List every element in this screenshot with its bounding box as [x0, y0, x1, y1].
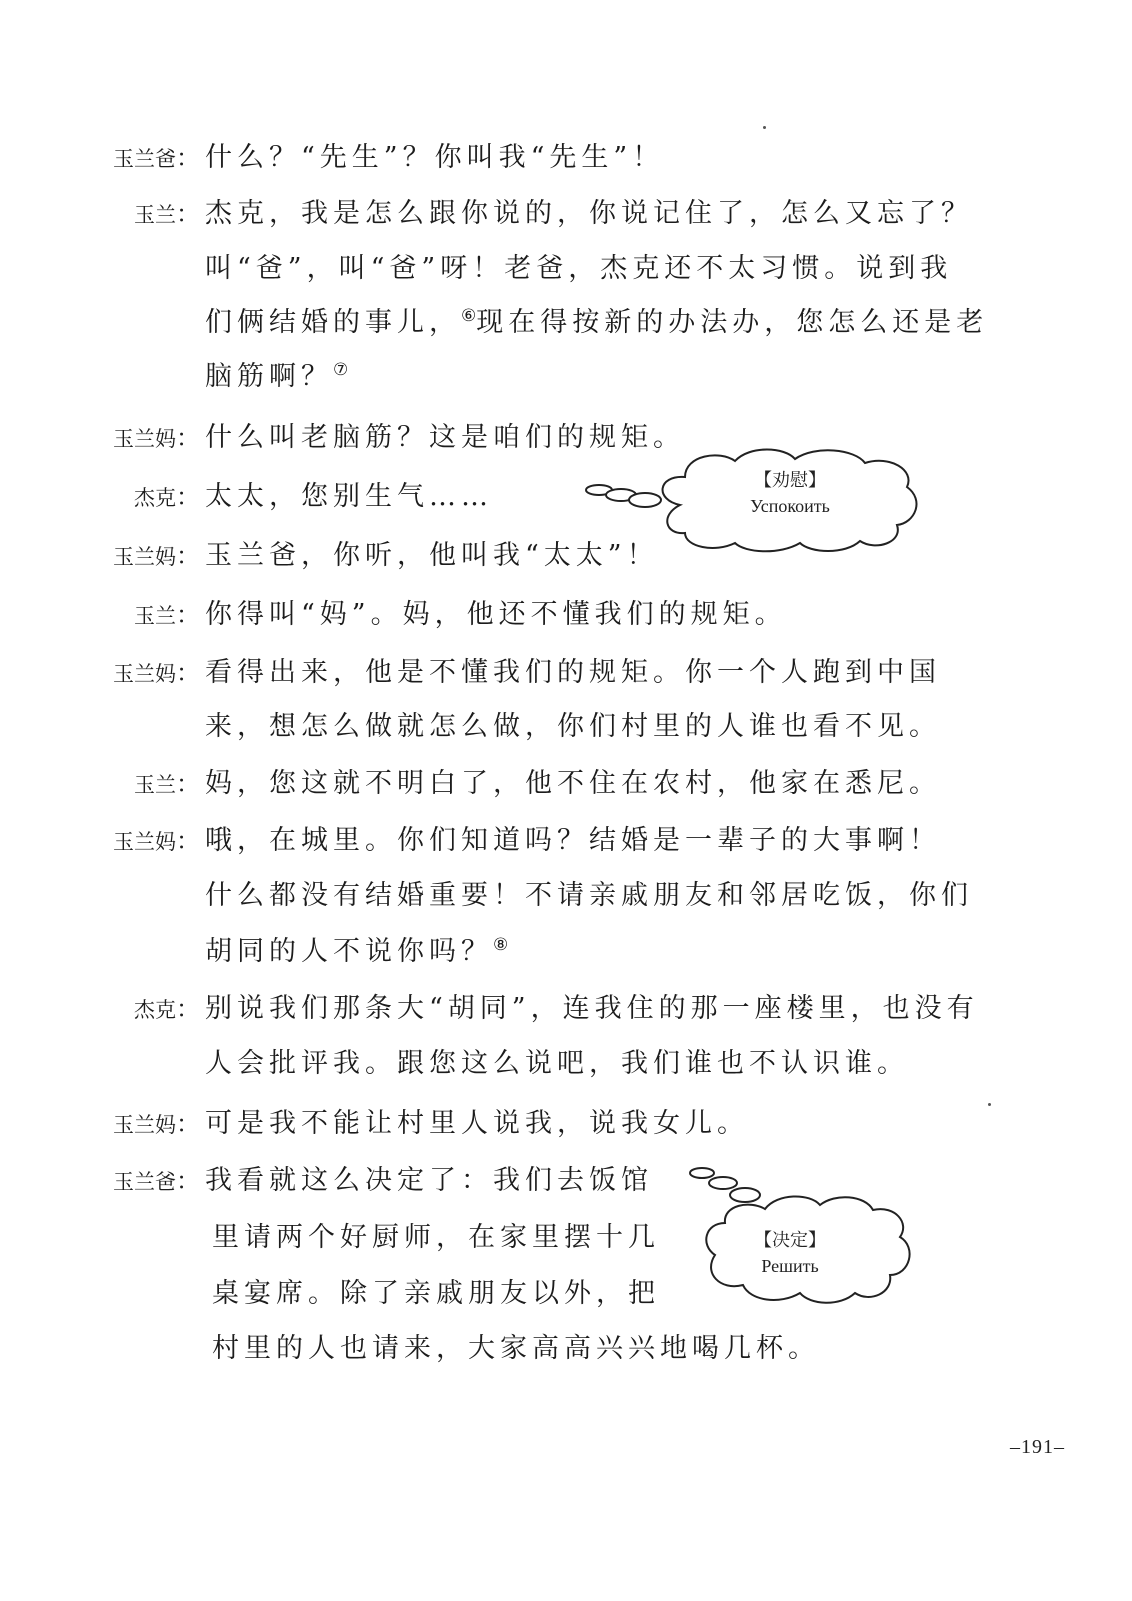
dialogue-line	[205, 140, 664, 176]
line-text: 什么叫老脑筋？这是咱们的规矩。	[205, 422, 685, 453]
speaker-colon: ：	[176, 144, 200, 172]
dialogue-line	[205, 1163, 653, 1199]
bubble-gloss: Решить	[761, 1256, 819, 1276]
dialogue-line	[205, 251, 952, 287]
line-text: 什么？“先生”？你叫我“先生”！	[205, 142, 665, 173]
speaker-name: 玉兰爸	[113, 1170, 176, 1194]
speaker-label	[20, 823, 200, 860]
speaker-name: 玉兰	[134, 773, 176, 797]
line-text: 我看就这么决定了：我们去饭馆	[205, 1165, 653, 1196]
line-text: 现在得按新的办法办，您怎么还是老	[476, 307, 989, 338]
speaker-name: 玉兰	[134, 203, 176, 227]
dialogue-line	[205, 1046, 909, 1082]
dialogue-line	[205, 479, 493, 515]
speaker-name: 杰克	[134, 486, 176, 510]
speaker-name: 玉兰妈	[113, 1113, 176, 1137]
line-text: 脑筋啊？	[205, 361, 333, 392]
vocab-bubble-jueding	[685, 1165, 915, 1315]
speaker-label	[20, 1163, 200, 1200]
line-text: 叫“爸”，叫“爸”呀！老爸，杰克还不太习惯。说到我	[205, 253, 953, 284]
dialogue-line	[205, 878, 973, 914]
line-text: 什么都没有结婚重要！不请亲戚朋友和邻居吃饭，你们	[205, 880, 973, 911]
line-text: 妈，您这就不明白了，他不住在农村，他家在悉尼。	[205, 768, 941, 799]
dialogue-line	[205, 597, 787, 633]
line-text: 杰克，我是怎么跟你说的，你说记住了，怎么又忘了？	[205, 198, 973, 229]
speaker-colon: ：	[176, 483, 200, 511]
speaker-label	[20, 991, 200, 1028]
scan-speck	[988, 1103, 991, 1106]
speaker-label	[20, 140, 200, 177]
footnote-marker[interactable]: ⑥	[461, 306, 477, 326]
speaker-label	[20, 538, 200, 575]
speaker-name: 玉兰爸	[113, 147, 176, 171]
dialogue-line	[205, 655, 941, 691]
speaker-label	[20, 597, 200, 634]
dialogue-line	[205, 1106, 749, 1142]
line-text: 你得叫“妈”。妈，他还不懂我们的规矩。	[205, 599, 787, 630]
speaker-colon: ：	[176, 659, 200, 687]
dialogue-line	[205, 766, 941, 802]
dialogue-line	[212, 1220, 660, 1256]
dialogue-line	[205, 991, 979, 1027]
dialogue-line	[205, 305, 988, 341]
scan-speck	[763, 126, 766, 129]
line-text: 可是我不能让村里人说我，说我女儿。	[205, 1108, 749, 1139]
speaker-colon: ：	[176, 601, 200, 629]
line-text: 看得出来，他是不懂我们的规矩。你一个人跑到中国	[205, 657, 941, 688]
dialogue-line	[205, 196, 973, 232]
speaker-label	[20, 1106, 200, 1143]
line-text: 哦，在城里。你们知道吗？结婚是一辈子的大事啊！	[205, 825, 941, 856]
line-text: 太太，您别生气……	[205, 481, 493, 512]
speaker-name: 玉兰妈	[113, 545, 176, 569]
speaker-colon: ：	[176, 995, 200, 1023]
line-text: 桌宴席。除了亲戚朋友以外，把	[212, 1278, 660, 1309]
footnote-marker[interactable]: ⑧	[493, 935, 509, 955]
speaker-label	[20, 766, 200, 803]
line-text: 们俩结婚的事儿，	[205, 307, 461, 338]
dialogue-line	[212, 1276, 660, 1312]
line-text: 玉兰爸，你听，他叫我“太太”！	[205, 540, 659, 571]
speaker-label	[20, 479, 200, 516]
speaker-colon: ：	[176, 542, 200, 570]
speaker-colon: ：	[176, 770, 200, 798]
speaker-name: 玉兰妈	[113, 830, 176, 854]
speaker-colon: ：	[176, 424, 200, 452]
speaker-colon: ：	[176, 200, 200, 228]
dialogue-line	[205, 823, 941, 859]
speaker-colon: ：	[176, 1167, 200, 1195]
speaker-name: 玉兰	[134, 604, 176, 628]
speaker-name: 玉兰妈	[113, 427, 176, 451]
speaker-colon: ：	[176, 1110, 200, 1138]
vocab-bubble-quanwei	[585, 445, 925, 555]
bubble-gloss: Успокоить	[750, 496, 830, 516]
line-text: 村里的人也请来，大家高高兴兴地喝几杯。	[212, 1333, 820, 1364]
speaker-label	[20, 655, 200, 692]
line-text: 别说我们那条大“胡同”，连我住的那一座楼里，也没有	[205, 993, 979, 1024]
page-number: –191–	[1010, 1436, 1065, 1458]
dialogue-line	[205, 359, 348, 395]
line-text: 来，想怎么做就怎么做，你们村里的人谁也看不见。	[205, 711, 941, 742]
line-text: 人会批评我。跟您这么说吧，我们谁也不认识谁。	[205, 1048, 909, 1079]
bubble-word: 【决定】	[754, 1230, 826, 1250]
speaker-label	[20, 196, 200, 233]
bubble-word: 【劝慰】	[754, 470, 826, 490]
speaker-name: 杰克	[134, 998, 176, 1022]
footnote-marker[interactable]: ⑦	[333, 360, 349, 380]
speaker-name: 玉兰妈	[113, 662, 176, 686]
speaker-colon: ：	[176, 827, 200, 855]
line-text: 里请两个好厨师，在家里摆十几	[212, 1222, 660, 1253]
dialogue-line	[205, 934, 508, 970]
dialogue-line	[212, 1331, 820, 1367]
dialogue-line	[205, 709, 941, 745]
speaker-label	[20, 420, 200, 457]
line-text: 胡同的人不说你吗？	[205, 936, 493, 967]
